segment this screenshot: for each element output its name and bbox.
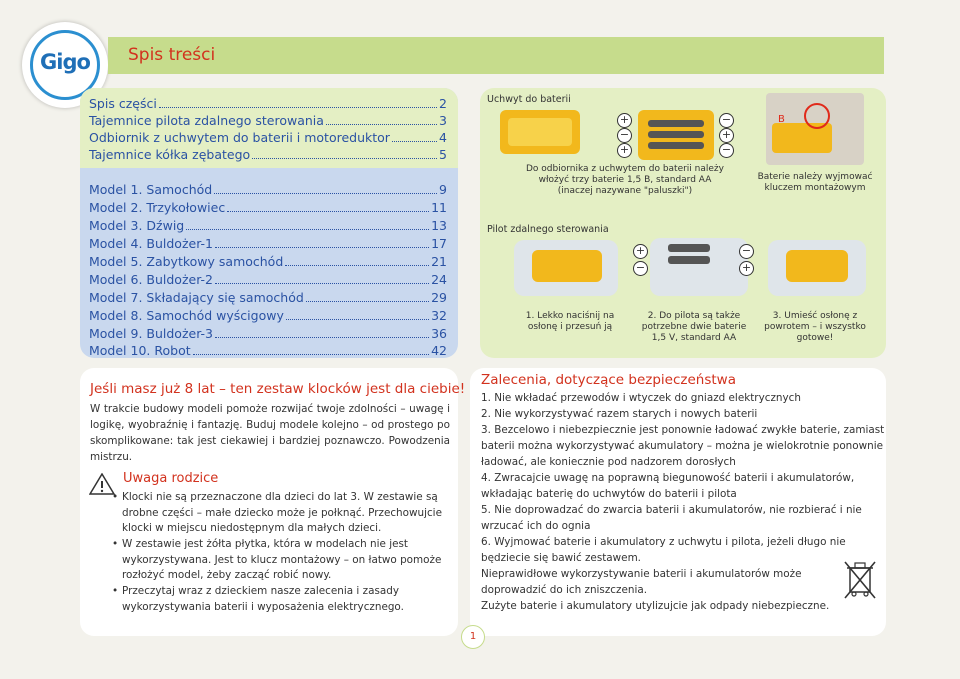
battery-removal-caption: Baterie należy wyjmować kluczem montażowym — [757, 172, 873, 193]
remote-image-2 — [650, 238, 748, 296]
safety-title: Zalecenia, dotyczące bezpieczeństwa — [481, 372, 736, 388]
page-number: 1 — [461, 625, 485, 649]
toc-item[interactable]: Model 7. Składający się samochód 29 — [89, 290, 447, 305]
info-title: Jeśli masz już 8 lat – ten zestaw klocków jest dla ciebie! — [90, 381, 466, 397]
toc-item[interactable]: Model 3. Dźwig 13 — [89, 218, 447, 233]
toc-item[interactable]: Model 5. Zabytkowy samochód 21 — [89, 254, 447, 269]
warning-item: • W zestawie jest żółta płytka, która w modelach nie jest wykorzystywana. Jest to klucz montażowy – on łatwo pomoże rozłożyć model, żeby zacząć robić nowy. — [122, 537, 452, 584]
recycle-bin-crossed-icon — [842, 560, 878, 600]
plus-icon: + — [719, 128, 734, 143]
minus-icon: − — [719, 113, 734, 128]
toc-item[interactable]: Tajemnice pilota zdalnego sterowania 3 — [89, 113, 447, 128]
screw-letter: B — [778, 114, 785, 125]
toc-item[interactable]: Tajemnice kółka zębatego 5 — [89, 147, 447, 162]
minus-icon: − — [719, 143, 734, 158]
safety-item: 5. Nie doprowadzać do zwarcia baterii i akumulatorów, nie rozbierać i nie wrzucać ich do ognia — [481, 504, 862, 532]
logo-text: Gigo — [40, 50, 90, 74]
toc-item[interactable]: Model 8. Samochód wyścigowy 32 — [89, 308, 447, 323]
battery-holder-filled-image — [638, 110, 714, 160]
toc-item[interactable]: Model 6. Buldożer-2 24 — [89, 272, 447, 287]
toc-item[interactable]: Model 1. Samochód 9 — [89, 182, 447, 197]
minus-icon: − — [739, 244, 754, 259]
plus-icon: + — [617, 143, 632, 158]
battery-holder-caption: Do odbiornika z uchwytem do baterii należy włożyć trzy baterie 1,5 В, standard AA (inaczej nazywane "paluszki") — [526, 164, 724, 196]
remote-image-1 — [514, 240, 618, 296]
battery-holder-label: Uchwyt do baterii — [487, 94, 571, 105]
plus-icon: + — [633, 244, 648, 259]
remote-step-3: 3. Umieść osłonę z powrotem – i wszystko gotowe! — [764, 311, 866, 343]
safety-item: 3. Bezcelowo i niebezpiecznie jest ponownie ładować zwykłe baterie, zamiast baterii można wykorzystywać akumulatory – można je wielokrotnie ponownie ładować, ale koniecznie pod nadzorem dorosłych — [481, 424, 885, 468]
remote-step-1: 1. Lekko naciśnij na osłonę i przesuń ją — [525, 311, 615, 332]
safety-note: Nieprawidłowe wykorzystywanie baterii i akumulatorów może doprowadzić do ich zniszczenia. — [481, 568, 802, 596]
toc-item[interactable]: Spis części 2 — [89, 96, 447, 111]
warning-item: • Klocki nie są przeznaczone dla dzieci do lat 3. W zestawie są drobne części – małe dziecko może je połknąć. Przechowujcie klocki w miejscu niedostępnym dla małych dzieci. — [122, 490, 452, 537]
toc-item[interactable]: Model 4. Buldożer-1 17 — [89, 236, 447, 251]
battery-holder-image — [500, 110, 580, 154]
plus-icon: + — [617, 113, 632, 128]
warning-title: Uwaga rodzice — [123, 471, 219, 486]
toc-item[interactable]: Model 9. Buldożer-3 36 — [89, 326, 447, 341]
battery-removal-photo — [766, 93, 864, 165]
safety-item: 1. Nie wkładać przewodów i wtyczek do gniazd elektrycznych — [481, 392, 801, 404]
remote-step-2: 2. Do pilota są także potrzebne dwie baterie 1,5 V, standard AA — [641, 311, 747, 343]
info-paragraph: W trakcie budowy modeli pomoże rozwijać twoje zdolności – uwagę i logikę, wyobraźnię i fantazję. Buduj modele kolejno – od prostego po skomplikowane: tak jest ciekawiej i bardziej poznawczo. Powodzenia mistrzu. — [90, 403, 450, 463]
remote-image-3 — [768, 240, 866, 296]
safety-item: 6. Wyjmować baterie i akumulatory z uchwytu i pilota, jeżeli długo nie będziecie się bawić zestawem. — [481, 536, 846, 564]
minus-icon: − — [617, 128, 632, 143]
page-header — [108, 37, 884, 74]
safety-item: 2. Nie wykorzystywać razem starych i nowych baterii — [481, 408, 758, 420]
safety-note: Zużyte baterie i akumulatory utylizujcie jak odpady niebezpieczne. — [481, 600, 830, 612]
plus-icon: + — [739, 261, 754, 276]
remote-label: Pilot zdalnego sterowania — [487, 224, 609, 235]
page-title: Spis treści — [128, 45, 216, 65]
toc-item[interactable]: Odbiornik z uchwytem do baterii i motoreduktor 4 — [89, 130, 447, 145]
toc-item[interactable]: Model 2. Trzykołowiec 11 — [89, 200, 447, 215]
minus-icon: − — [633, 261, 648, 276]
warning-item: • Przeczytaj wraz z dzieckiem nasze zalecenia i zasady wykorzystywania baterii i wyposażenia elektrycznego. — [122, 584, 452, 615]
toc-item[interactable]: Model 10. Robot 42 — [89, 343, 447, 358]
table-of-contents — [80, 88, 458, 358]
safety-item: 4. Zwracajcie uwagę na poprawną biegunowość baterii i akumulatorów, wkładając baterię do uchwytów do baterii i pilota — [481, 472, 855, 500]
